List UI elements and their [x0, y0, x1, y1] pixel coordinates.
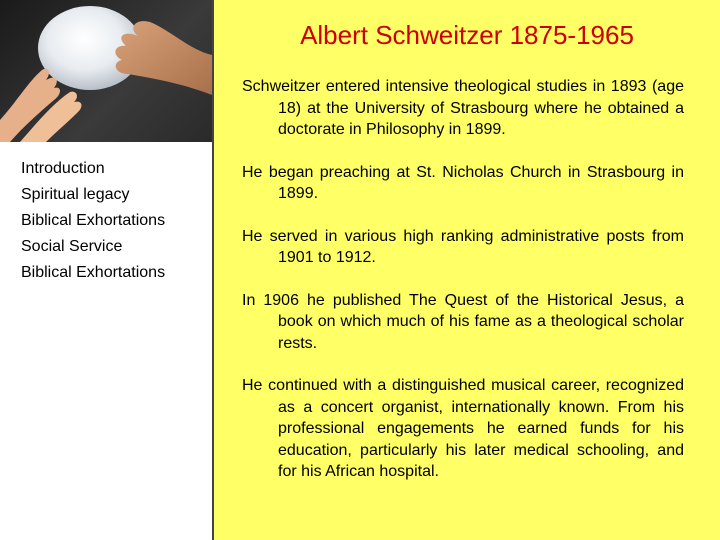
- nav-list: [21, 156, 211, 286]
- nav-item-biblical-exhortations[interactable]: Biblical Exhortations: [21, 212, 166, 229]
- paragraph: Schweitzer entered intensive theological studies in 1893 (age 18) at the University of Strasbourg where he obtained a doctorate in Philosophy in 1899.: [242, 78, 684, 138]
- left-column: [0, 0, 212, 540]
- nav-item-biblical-exhortations-2[interactable]: Biblical Exhortations: [21, 264, 166, 281]
- paragraph-list: [242, 76, 684, 504]
- nav-item-social-service[interactable]: Social Service: [21, 238, 123, 255]
- hands-globe-image: [0, 0, 212, 142]
- nav-item-introduction[interactable]: Introduction: [21, 160, 105, 177]
- nav-item-spiritual-legacy[interactable]: Spiritual legacy: [21, 186, 130, 203]
- paragraph: In 1906 he published The Quest of the Historical Jesus, a book on which much of his fame as a theological scholar rests.: [242, 291, 684, 352]
- paragraph: He served in various high ranking administrative posts from 1901 to 1912.: [242, 227, 684, 266]
- paragraph: He began preaching at St. Nicholas Church in Strasbourg in 1899.: [242, 163, 684, 202]
- paragraph: He continued with a distinguished musical career, recognized as a concert organist, internationally known. From his professional engagements he earned funds for his education, particularly his later medical schooling, and for his African hospital.: [242, 377, 684, 480]
- content-panel: [214, 0, 720, 540]
- slide-title: Albert Schweitzer 1875-1965: [300, 20, 634, 50]
- hands-globe-illustration: [0, 0, 212, 142]
